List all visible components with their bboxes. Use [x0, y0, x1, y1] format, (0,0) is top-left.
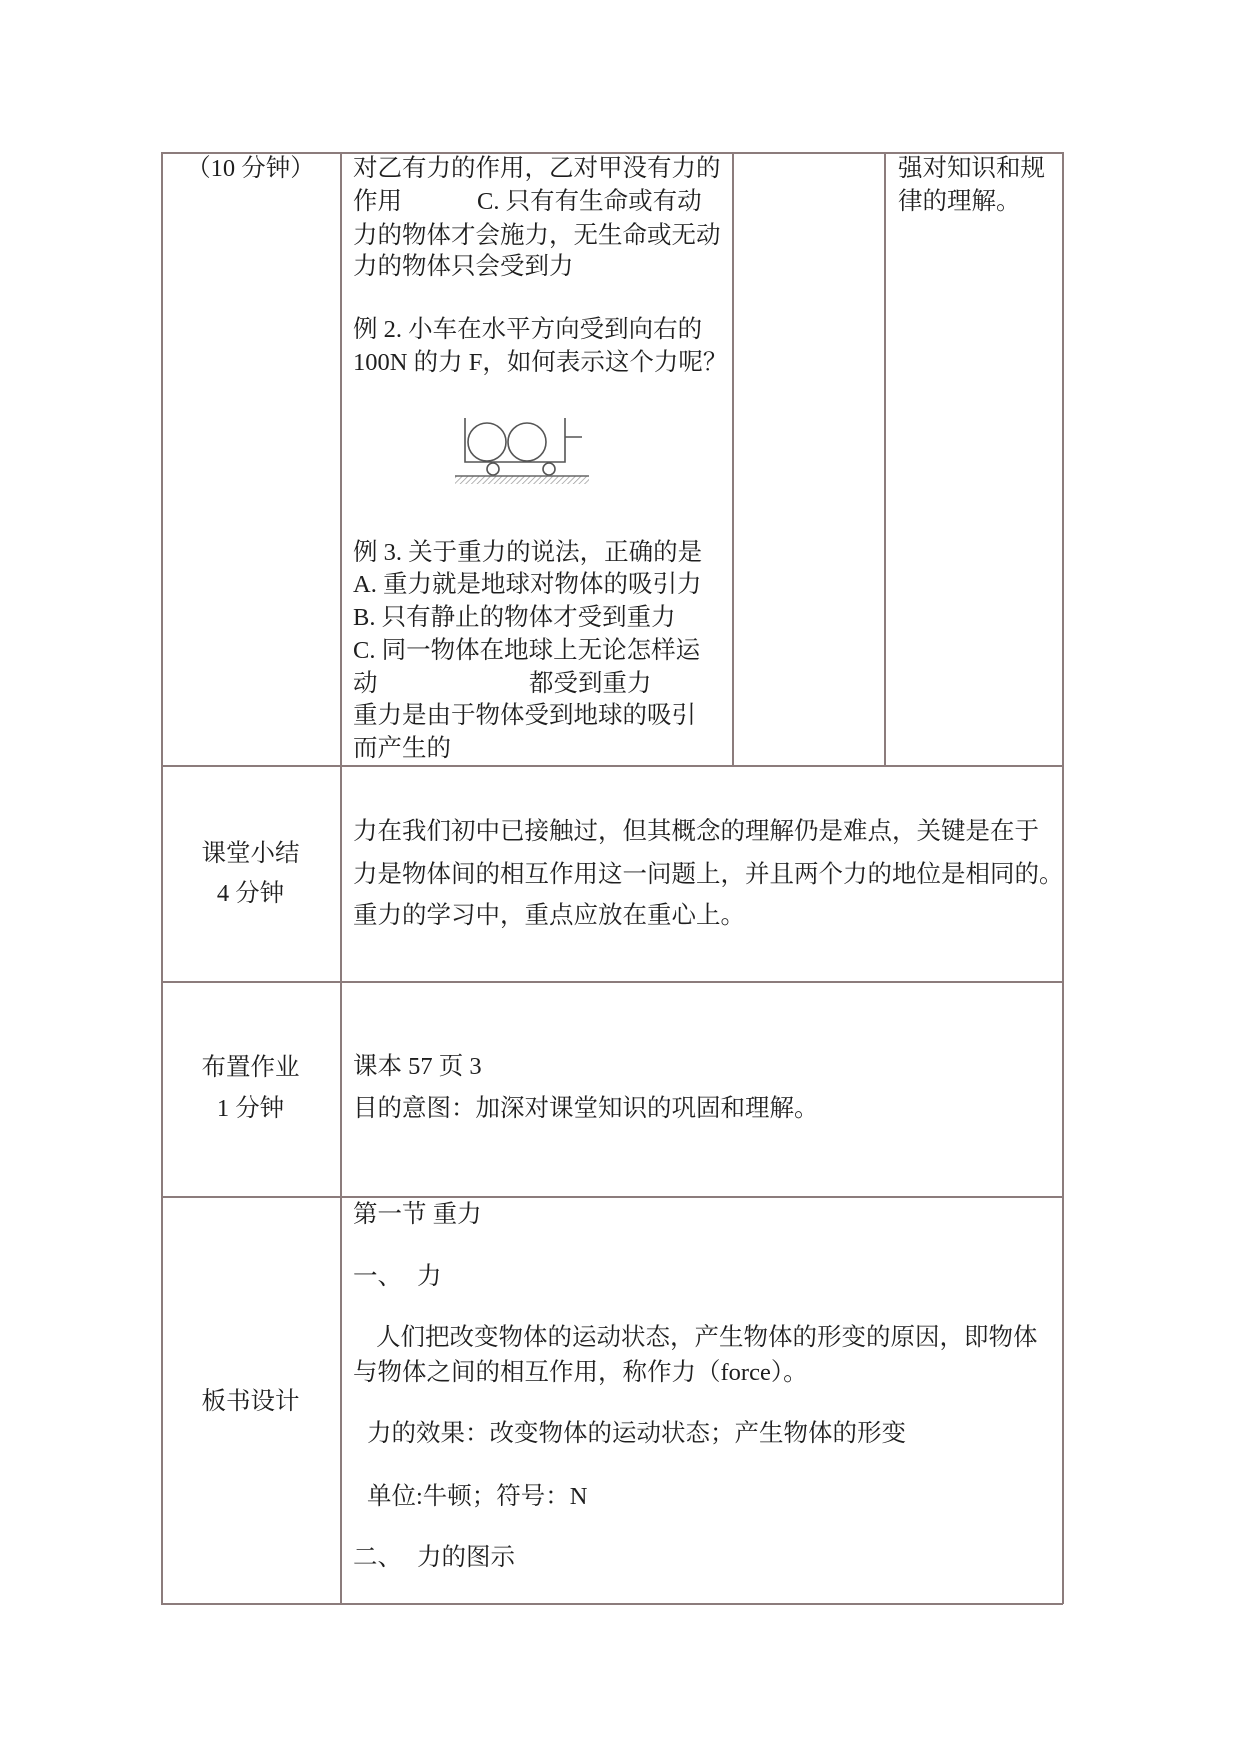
force-definition-line2: 与物体之间的相互作用，称作力（force）。: [353, 1359, 808, 1386]
example2-line1: 例 2. 小车在水平方向受到向右的: [353, 316, 703, 343]
board-heading: 第一节 重力: [353, 1201, 482, 1228]
practice-time: （10 分钟）: [186, 155, 315, 182]
cart-ball-left: [468, 423, 506, 461]
summary-label: 课堂小结: [201, 840, 300, 867]
board-design-label: 板书设计: [201, 1388, 300, 1415]
section2-title: 力的图示: [417, 1544, 515, 1571]
example2-line2: 100N 的力 F，如何表示这个力呢？: [353, 349, 728, 376]
example1-line4: 力的物体只会受到力: [353, 253, 574, 280]
summary-duration: 4 分钟: [216, 880, 285, 907]
example1-line3: 力的物体才会施力，无生命或无动: [353, 222, 721, 249]
section1-number: 一、: [353, 1263, 402, 1290]
row-divider-practice-summary: [161, 765, 1063, 767]
cart-body: [465, 418, 582, 475]
column-divider-content: [732, 152, 734, 766]
example3-option-d-line1: 重力是由于物体受到地球的吸引: [353, 702, 696, 729]
column-divider-activity: [884, 152, 886, 766]
example3-option-a: A. 重力就是地球对物体的吸引力: [353, 571, 702, 598]
example1-option-c: C. 只有有生命或有动: [477, 188, 702, 215]
force-effects: 力的效果：改变物体的运动状态；产生物体的形变: [367, 1420, 906, 1447]
homework-purpose: 目的意图：加深对课堂知识的巩固和理解。: [353, 1095, 819, 1122]
row-divider-summary-homework: [161, 981, 1063, 983]
homework-duration: 1 分钟: [216, 1095, 285, 1122]
example3-option-d-line2: 而产生的: [353, 735, 451, 762]
column-divider-label: [340, 152, 342, 1604]
homework-label: 布置作业: [201, 1054, 300, 1081]
ground: [455, 476, 589, 484]
section2-number: 二、: [353, 1544, 402, 1571]
cart-wheel-right: [543, 463, 555, 475]
cart-wheel-left: [487, 463, 499, 475]
cart-figure: [455, 415, 589, 489]
row-divider-homework-board: [161, 1196, 1063, 1198]
example3-option-c-line2-end: 都受到重力: [529, 670, 652, 697]
summary-line3: 重力的学习中，重点应放在重心上。: [353, 902, 745, 929]
homework-assignment: 课本 57 页 3: [353, 1053, 482, 1080]
section1-title: 力: [417, 1263, 442, 1290]
example3-option-c-line1: C. 同一物体在地球上无论怎样运: [353, 637, 701, 664]
ground-hatch: [455, 476, 589, 484]
design-intent-line1: 强对知识和规: [898, 155, 1045, 182]
example1-line1: 对乙有力的作用，乙对甲没有力的: [353, 155, 721, 182]
summary-line1: 力在我们初中已接触过，但其概念的理解仍是难点，关键是在于: [353, 818, 1039, 845]
summary-line2: 力是物体间的相互作用这一问题上，并且两个力的地位是相同的。: [353, 861, 1064, 888]
force-definition-line1: 人们把改变物体的运动状态，产生物体的形变的原因，即物体: [376, 1324, 1038, 1351]
example3-option-c-line2-start: 动: [353, 670, 378, 697]
design-intent-line2: 律的理解。: [898, 188, 1021, 215]
example1-line2-start: 作用: [353, 188, 402, 215]
table-border-bottom: [161, 1603, 1063, 1605]
example3-option-b: B. 只有静止的物体才受到重力: [353, 604, 676, 631]
cart-ball-right: [508, 423, 546, 461]
example3-question: 例 3. 关于重力的说法，正确的是: [353, 539, 703, 566]
force-unit: 单位:牛顿；符号：N: [367, 1483, 588, 1510]
